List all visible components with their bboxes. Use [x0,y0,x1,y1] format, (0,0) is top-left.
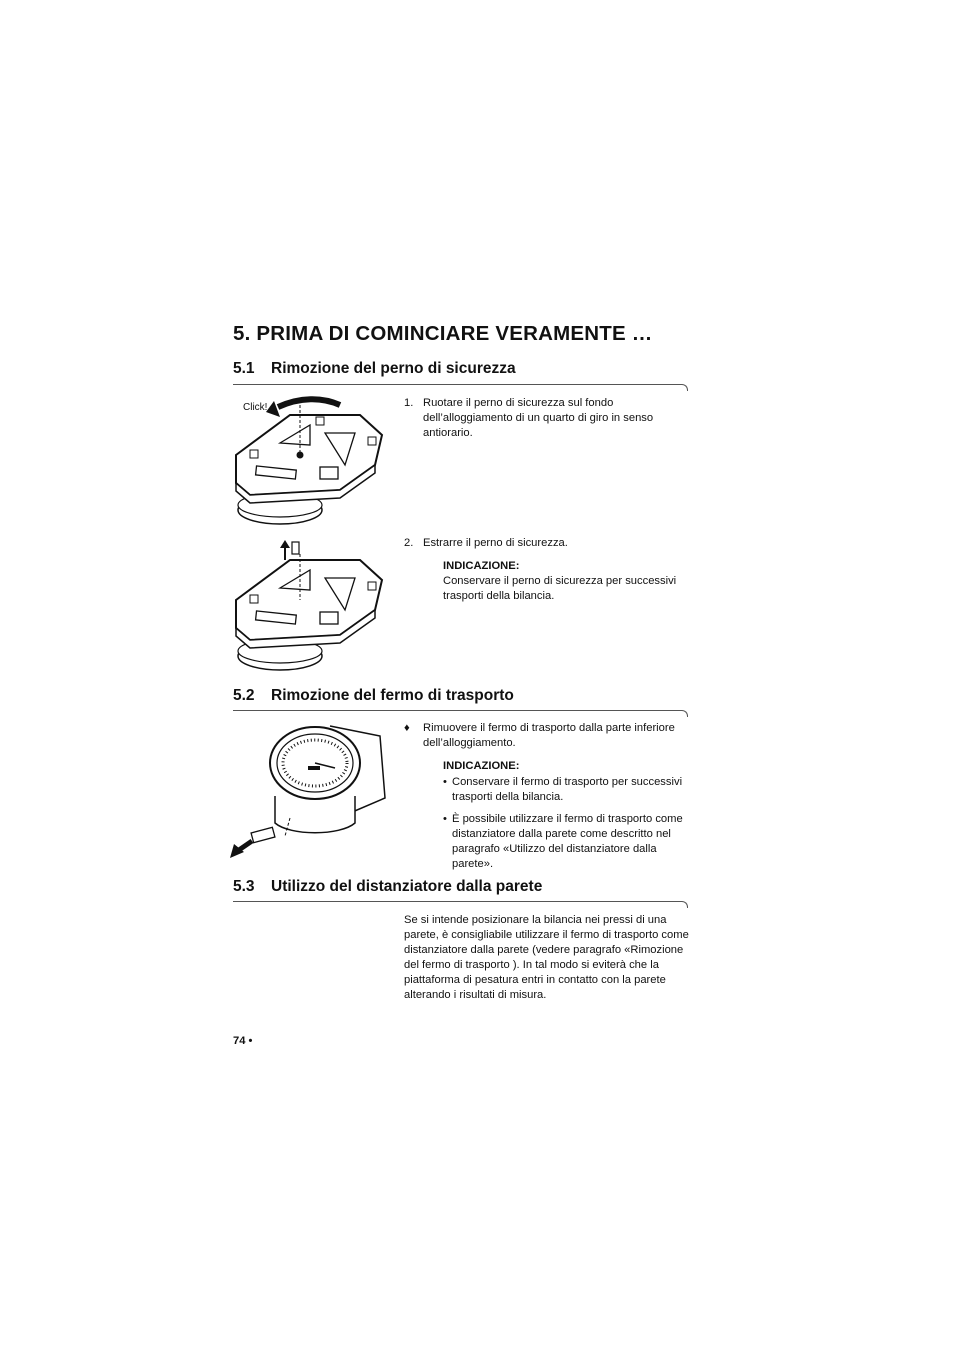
click-label: Click! [243,402,268,413]
scale-underside-rotate-illustration [230,395,390,530]
section-number: 5.3 [233,878,255,895]
diamond-bullet-icon: ♦ [404,722,410,734]
scale-underside-extract-pin-illustration [230,538,390,673]
note-box [443,759,690,872]
section-rule [233,901,682,902]
step-marker: 1. [404,397,414,409]
note-box [443,559,689,604]
note-title: INDICAZIONE: [443,560,520,572]
section-title: Rimozione del perno di sicurezza [271,360,516,377]
chapter-title: 5. PRIMA DI COMINCIARE VERAMENTE … [233,322,653,345]
section-title: Rimozione del fermo di trasporto [271,687,514,704]
step-text: Ruotare il perno di sicurezza sul fondo dell’alloggiamento di un quarto di giro in senso antiorario. [423,397,654,439]
step-1 [404,396,689,441]
scale-dial-transport-lock-illustration [230,718,390,863]
page-number: 74 • [233,1035,253,1047]
step-text: Estrarre il perno di sicurezza. [423,537,568,549]
note-item-text: Conservare il fermo di trasporto per successivi trasporti della bilancia. [452,776,683,803]
instruction-text: Rimuovere il fermo di trasporto dalla parte inferiore dell’alloggiamento. [423,722,675,749]
bullet-icon: • [443,813,447,825]
section-heading-5-2 [233,687,514,705]
section-number: 5.2 [233,687,255,704]
section-rule [233,710,682,711]
section-heading-5-3 [233,878,542,896]
note-text: Conservare il perno di sicurezza per successivi trasporti della bilancia. [443,575,677,602]
section-heading-5-1 [233,360,516,378]
step-marker: 2. [404,537,414,549]
section-title: Utilizzo del distanziatore dalla parete [271,878,543,895]
bullet-icon: • [443,776,447,788]
note-item [443,775,690,805]
section-number: 5.1 [233,360,255,377]
note-item-text: È possibile utilizzare il fermo di trasporto come distanziatore dalla parete come descritto nel paragrafo «Utilizzo del distanziatore dalla parete». [452,813,683,870]
note-title: INDICAZIONE: [443,760,520,772]
s53-paragraph: Se si intende posizionare la bilancia nei pressi di una parete, è consigliabile utilizzare il fermo di trasporto come distanziatore dalla parete (vedere paragrafo «Rimozione del fermo di trasporto ). In tal modo si eviterà che la piattaforma di pesatura entri in contatto con la parete alterando i risultati di misura. [404,914,689,1001]
step-2 [404,536,689,604]
note-item [443,812,690,872]
section-rule [233,384,682,385]
s52-content [404,721,690,872]
